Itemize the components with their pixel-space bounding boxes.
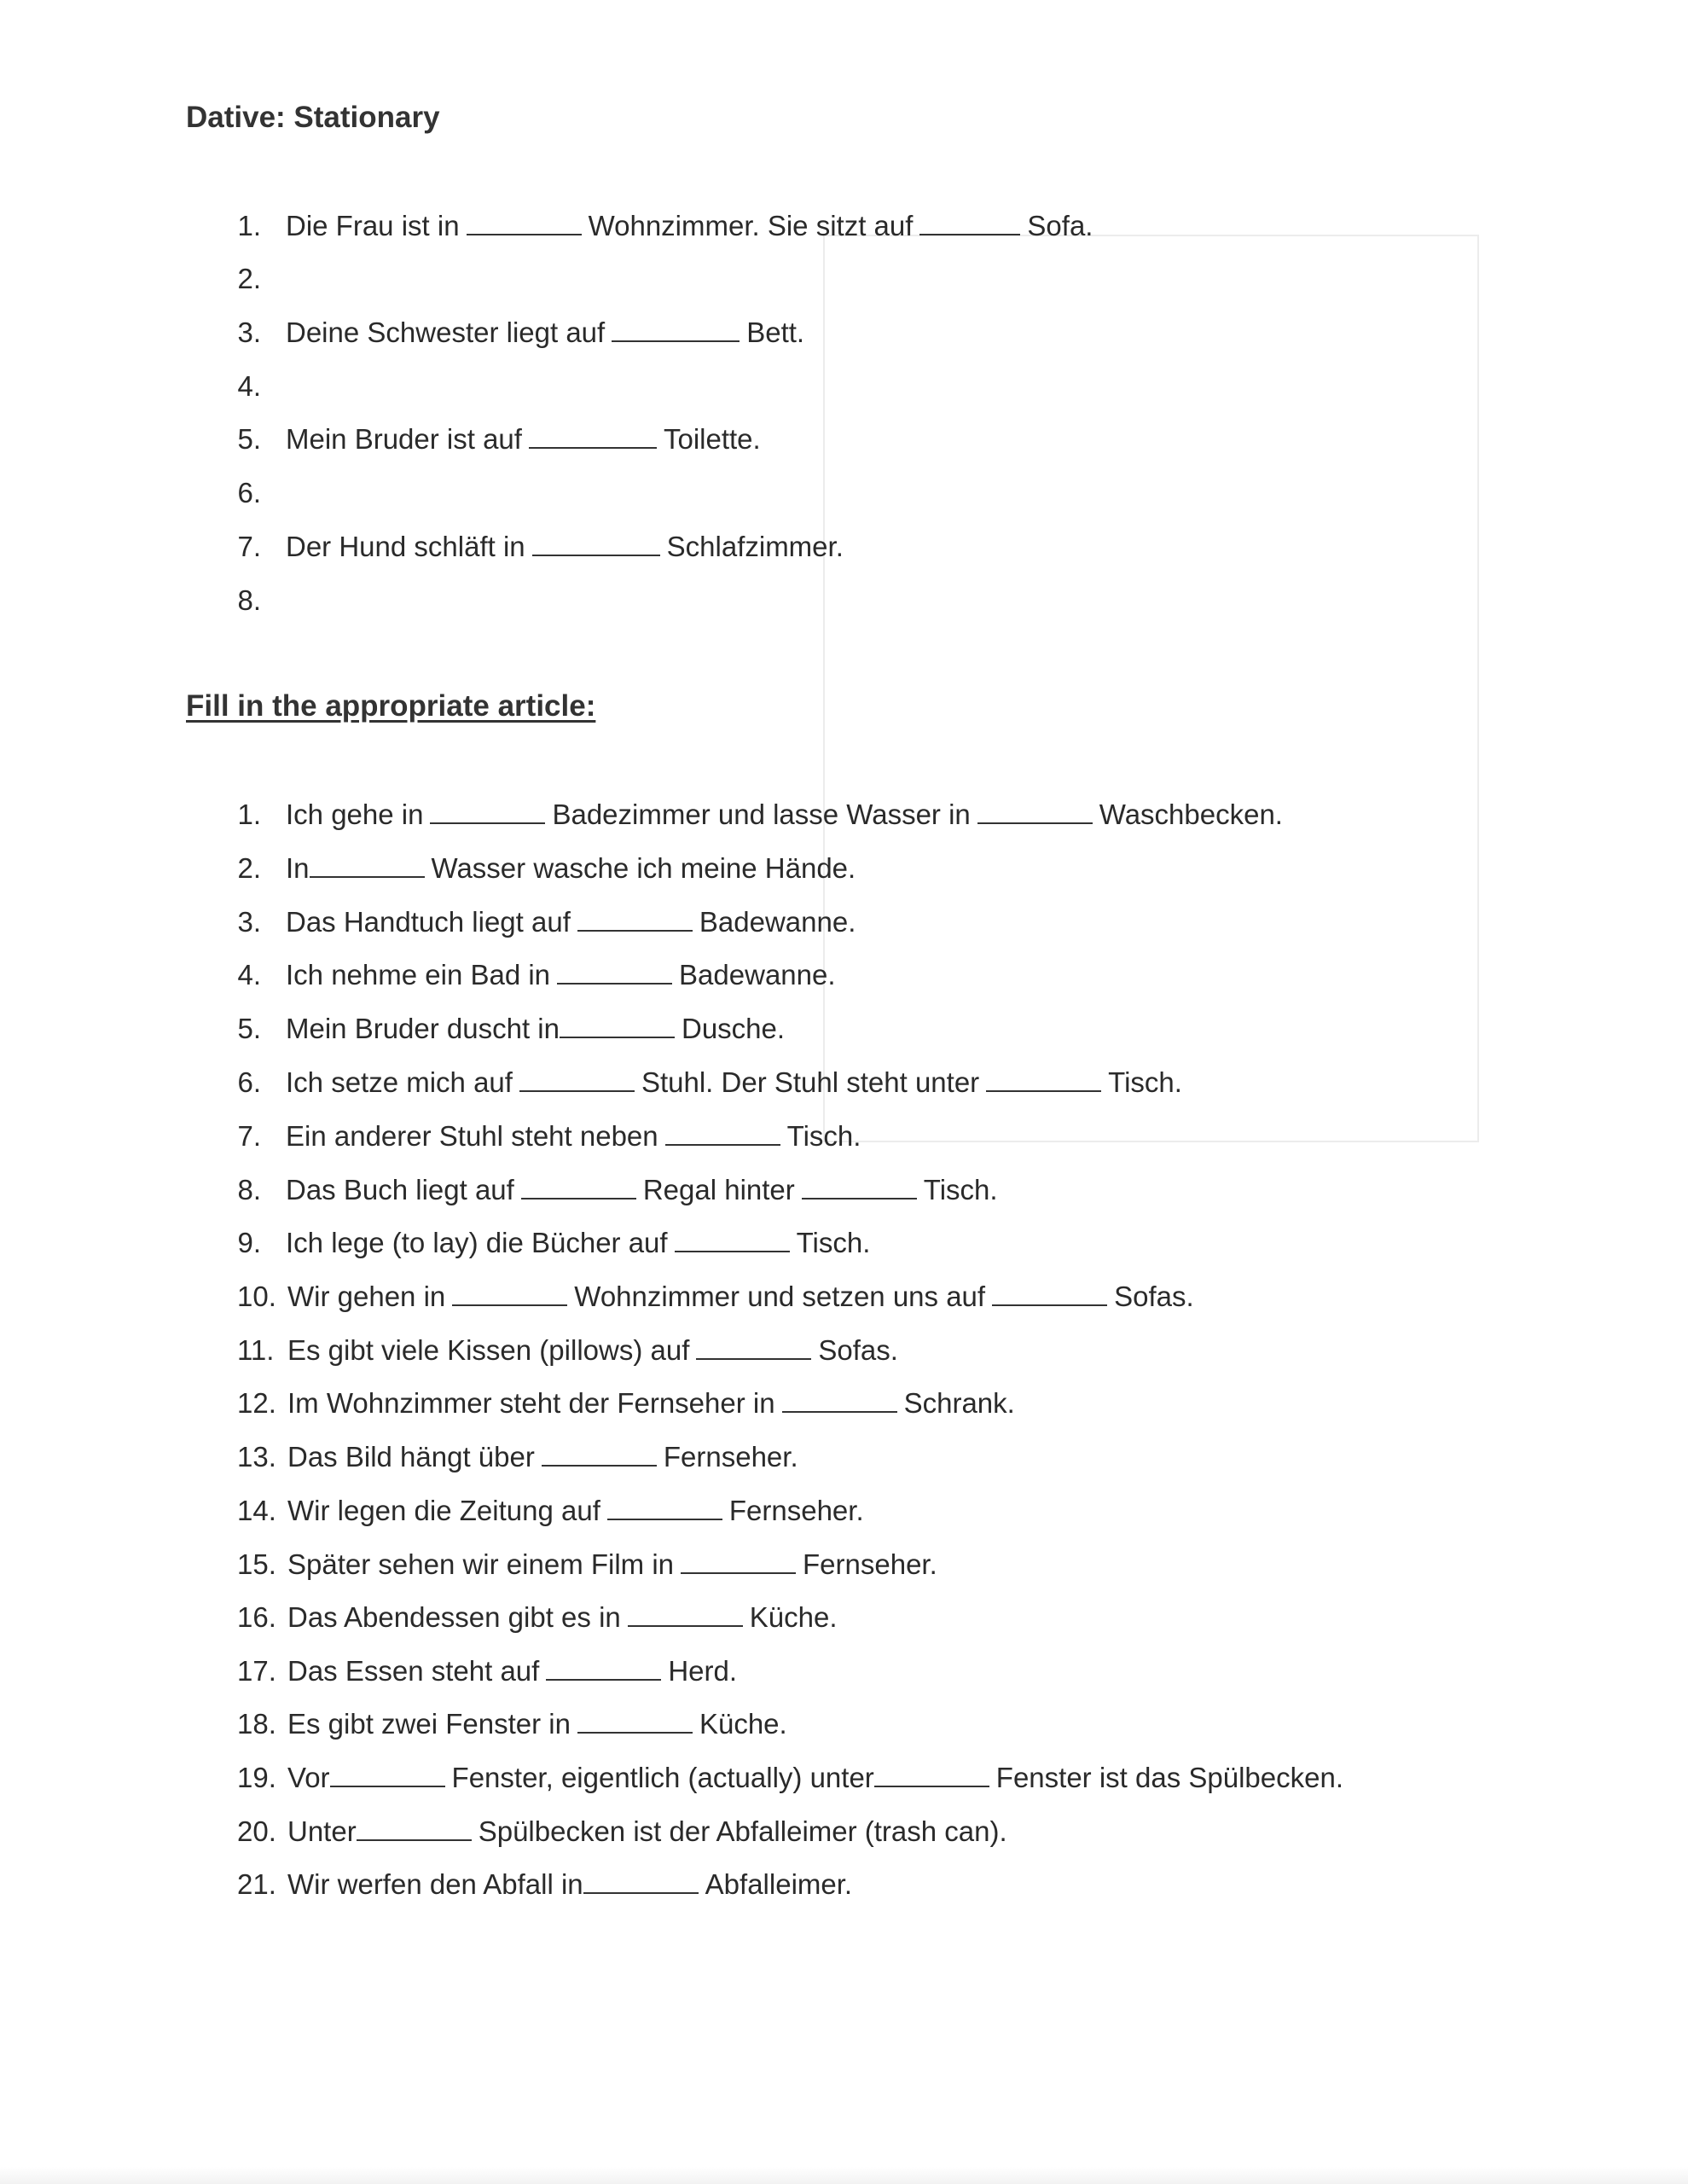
item-number: 8. [237,584,261,616]
sentence-fragment: Wasser wasche ich meine Hände. [431,852,856,884]
sentence-fragment: Fernseher. [663,1441,798,1472]
article-blank[interactable] [577,906,693,932]
sentence-fragment: Wir werfen den Abfall in [287,1868,583,1900]
sentence-fragment: Mein Bruder ist auf [286,423,522,455]
sentence-fragment: Abfalleimer. [705,1868,853,1900]
article-blank[interactable] [357,1815,472,1841]
item-sentence [286,1115,861,1158]
sentence-fragment: Schlafzimmer. [666,531,844,562]
item-number: 5. [237,1013,261,1044]
sentence-fragment: Sofas. [1114,1281,1194,1312]
article-blank[interactable] [577,1708,693,1734]
sentence-fragment: Tisch. [786,1120,861,1152]
item-sentence [287,1596,838,1639]
sentence-fragment: Unter [287,1815,357,1847]
item-number: 1. [237,210,261,241]
sentence-fragment: Im Wohnzimmer steht der Fernseher in [287,1387,775,1419]
article-blank[interactable] [665,1120,780,1146]
item-number: 13. [237,1441,276,1472]
article-blank[interactable] [681,1548,796,1574]
article-blank[interactable] [696,1334,811,1360]
article-blank[interactable] [542,1441,657,1467]
item-number: 11. [237,1334,275,1366]
sentence-fragment: Herd. [668,1655,738,1687]
sentence-fragment: Es gibt zwei Fenster in [287,1708,571,1740]
article-blank[interactable] [986,1066,1101,1092]
item-sentence [286,954,836,996]
item-number: 20. [237,1815,276,1847]
article-blank[interactable] [919,210,1020,235]
item-number: 9. [237,1227,261,1258]
sentence-fragment: Das Abendessen gibt es in [287,1601,621,1633]
sentence-fragment: Tisch. [1108,1066,1182,1098]
item-sentence [286,1061,1182,1104]
item-sentence [286,418,761,461]
sentence-fragment: Das Handtuch liegt auf [286,906,571,938]
item-number: 8. [237,1174,261,1205]
item-sentence [287,1329,898,1372]
sentence-fragment: Mein Bruder duscht in [286,1013,560,1044]
item-number: 17. [237,1655,276,1687]
section-title-dative-stationary: Dative: Stationary [186,101,440,134]
article-blank[interactable] [874,1762,989,1787]
item-sentence [286,1169,998,1211]
sentence-fragment: Es gibt viele Kissen (pillows) auf [287,1334,690,1366]
item-sentence [287,1490,864,1532]
item-number: 7. [237,531,261,562]
sentence-fragment: Tisch. [796,1227,871,1258]
sentence-fragment: Sofas. [818,1334,898,1366]
sentence-fragment: Ich nehme ein Bad in [286,959,551,990]
sentence-fragment: Fenster ist das Spülbecken. [995,1762,1344,1793]
sentence-fragment: Wohnzimmer und setzen uns auf [574,1281,986,1312]
sentence-fragment: Der Hund schläft in [286,531,525,562]
sentence-fragment: Das Buch liegt auf [286,1174,514,1205]
item-number: 2. [237,852,261,884]
article-blank[interactable] [546,1655,661,1681]
article-blank[interactable] [330,1762,445,1787]
article-blank[interactable] [467,210,582,235]
item-sentence [286,1008,785,1050]
item-number: 3. [237,317,261,348]
item-number: 14. [237,1495,276,1526]
sentence-fragment: Badezimmer und lasse Wasser in [552,799,971,830]
sentence-fragment: Das Bild hängt über [287,1441,535,1472]
item-sentence [286,793,1283,836]
item-number: 10. [237,1281,276,1312]
article-blank[interactable] [452,1281,567,1306]
sentence-fragment: Deine Schwester liegt auf [286,317,606,348]
sentence-fragment: Fernseher. [728,1495,864,1526]
item-sentence [286,901,856,944]
sentence-fragment: Badewanne. [699,906,856,938]
sentence-fragment: Spülbecken ist der Abfalleimer (trash can). [478,1815,1007,1847]
sentence-fragment: Waschbecken. [1099,799,1283,830]
article-blank[interactable] [628,1601,743,1627]
item-number: 2. [237,263,261,294]
item-number: 1. [237,799,261,830]
item-sentence [286,205,1093,247]
item-number: 7. [237,1120,261,1152]
article-blank[interactable] [992,1281,1107,1306]
sentence-fragment: Badewanne. [679,959,836,990]
sentence-fragment: Wohnzimmer. Sie sitzt auf [588,210,914,241]
article-blank[interactable] [430,799,545,824]
item-number: 12. [237,1387,276,1419]
item-number: 4. [237,370,261,402]
sentence-fragment: Wir legen die Zeitung auf [287,1495,600,1526]
sentence-fragment: Sofa. [1027,210,1093,241]
item-sentence [287,1650,737,1693]
article-blank[interactable] [560,1013,675,1038]
item-sentence [286,847,856,890]
item-sentence [287,1757,1343,1799]
item-number: 21. [237,1868,276,1900]
sentence-fragment: Stuhl. Der Stuhl steht unter [641,1066,980,1098]
article-blank[interactable] [977,799,1093,824]
article-blank[interactable] [521,1174,636,1199]
item-number: 3. [237,906,261,938]
article-blank[interactable] [519,1066,635,1092]
article-blank[interactable] [675,1227,790,1252]
sentence-fragment: Tisch. [923,1174,998,1205]
scan-edge [0,2167,1688,2184]
sentence-fragment: Das Essen steht auf [287,1655,540,1687]
sentence-fragment: Vor [287,1762,330,1793]
item-sentence [287,1382,1015,1425]
item-number: 6. [237,1066,261,1098]
item-number: 6. [237,477,261,508]
sentence-fragment: Küche. [749,1601,838,1633]
item-number: 5. [237,423,261,455]
item-number: 16. [237,1601,276,1633]
sentence-fragment: Bett. [746,317,805,348]
sentence-fragment: Fernseher. [803,1548,937,1580]
sentence-fragment: Ich gehe in [286,799,424,830]
article-blank[interactable] [612,317,740,342]
item-sentence [287,1436,798,1478]
item-sentence [286,1222,870,1264]
sentence-fragment: Dusche. [682,1013,786,1044]
article-blank[interactable] [310,852,425,878]
item-number: 18. [237,1708,276,1740]
sentence-fragment: Toilette. [663,423,761,455]
section-title-fill-in-article: Fill in the appropriate article: [186,689,596,723]
item-number: 15. [237,1548,276,1580]
article-blank[interactable] [782,1387,897,1413]
article-blank[interactable] [607,1495,722,1520]
item-number: 19. [237,1762,276,1793]
sentence-fragment: In [286,852,310,884]
item-sentence [287,1810,1007,1853]
sentence-fragment: Regal hinter [642,1174,795,1205]
sentence-fragment: Ich setze mich auf [286,1066,513,1098]
article-blank[interactable] [532,531,660,556]
sentence-fragment: Fenster, eigentlich (actually) unter [451,1762,874,1793]
article-blank[interactable] [583,1868,699,1894]
item-sentence [286,311,804,354]
item-sentence [287,1543,937,1586]
article-blank[interactable] [529,423,657,449]
sentence-fragment: Ein anderer Stuhl steht neben [286,1120,658,1152]
item-sentence [287,1275,1194,1318]
sentence-fragment: Später sehen wir einem Film in [287,1548,675,1580]
item-sentence [286,526,844,568]
show-through-table [823,235,1479,1142]
sentence-fragment: Wir gehen in [287,1281,446,1312]
article-blank[interactable] [802,1174,917,1199]
sentence-fragment: Schrank. [903,1387,1015,1419]
sentence-fragment: Ich lege (to lay) die Bücher auf [286,1227,668,1258]
sentence-fragment: Die Frau ist in [286,210,460,241]
item-sentence [287,1703,787,1745]
sentence-fragment: Küche. [699,1708,787,1740]
item-sentence [287,1863,852,1906]
article-blank[interactable] [557,959,672,985]
item-number: 4. [237,959,261,990]
